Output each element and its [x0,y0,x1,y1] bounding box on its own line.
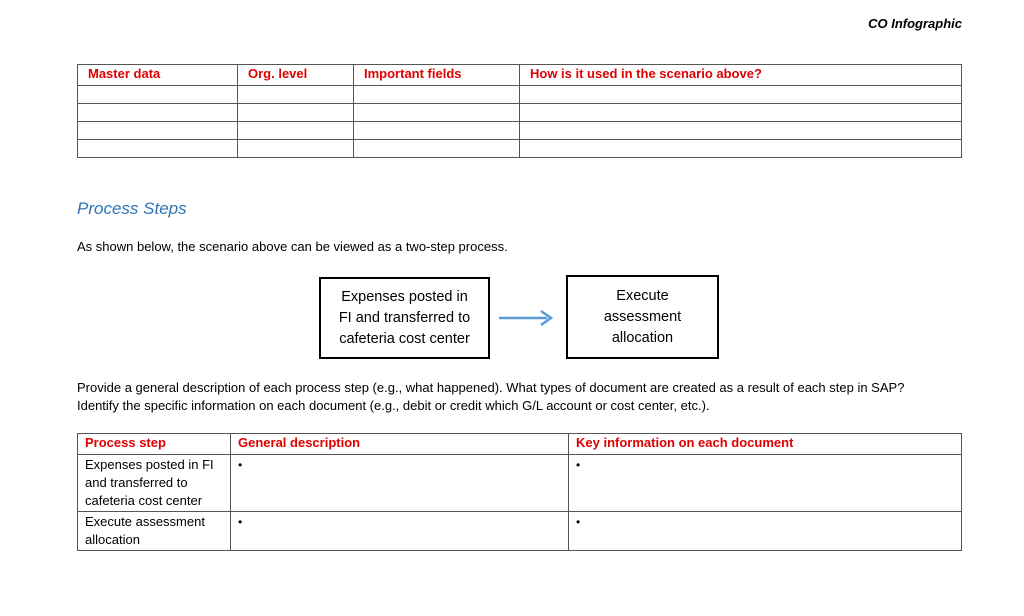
process-step-line: Expenses posted in FI [85,457,214,472]
master-data-table [77,64,962,158]
process-intro-text: As shown below, the scenario above can be viewed as a two-step process. [77,239,508,254]
flow-step-1-box [319,277,490,359]
table-row [78,512,962,551]
key-info-cell [569,455,962,512]
table-cell [354,122,520,140]
table-cell [354,140,520,158]
table-cell [520,86,962,104]
table-header-row [78,65,962,86]
table-header-row [78,434,962,455]
table-cell [520,104,962,122]
process-step-line: and transferred to [85,475,188,490]
bullet-icon: • [576,458,581,472]
flow-step-2-line: allocation [611,329,674,346]
col-header-master-data: Master data [78,65,238,86]
table-row [78,455,962,512]
key-info-cell [569,512,962,551]
flow-step-2-box [566,275,719,359]
table-cell [78,140,238,158]
table-cell [238,86,354,104]
col-header-important-fields: Important fields [354,65,520,86]
bullet-icon: • [238,515,243,529]
description-cell [231,512,569,551]
bullet-icon: • [576,515,581,529]
instructions-text [77,379,967,415]
col-header-org-level: Org. level [238,65,354,86]
process-step-cell [78,455,231,512]
table-row [78,86,962,104]
section-heading-process-steps: Process Steps [77,199,187,218]
table-cell [238,122,354,140]
process-step-line: allocation [85,532,140,547]
table-cell [78,86,238,104]
flow-step-1-line: FI and transferred to [338,309,471,326]
table-cell [238,104,354,122]
table-cell [354,104,520,122]
table-cell [238,140,354,158]
process-step-line: cafeteria cost center [85,493,203,508]
process-step-line: Execute assessment [85,514,205,529]
flow-step-2-line: assessment [603,308,682,325]
flow-step-1-line: Expenses posted in [341,288,468,305]
description-cell [231,455,569,512]
col-header-usage: How is it used in the scenario above? [520,65,962,86]
table-cell [520,140,962,158]
table-cell [520,122,962,140]
flow-step-2-line: Execute [616,287,669,304]
instructions-line: Provide a general description of each process step (e.g., what happened). What types of document are created as a result of each step in SAP? [77,380,905,395]
right-arrow-icon [497,308,557,328]
document-header-title: CO Infographic [868,16,962,31]
flow-step-1-line: cafeteria cost center [339,330,470,347]
table-cell [78,104,238,122]
col-header-general-description: General description [231,434,569,455]
bullet-icon: • [238,458,243,472]
table-cell [78,122,238,140]
table-row [78,140,962,158]
col-header-key-information: Key information on each document [569,434,962,455]
process-steps-table [77,433,962,551]
col-header-process-step: Process step [78,434,231,455]
table-cell [354,86,520,104]
table-row [78,104,962,122]
instructions-line: Identify the specific information on each document (e.g., debit or credit which G/L account or cost center, etc.). [77,398,710,413]
table-row [78,122,962,140]
process-step-cell [78,512,231,551]
